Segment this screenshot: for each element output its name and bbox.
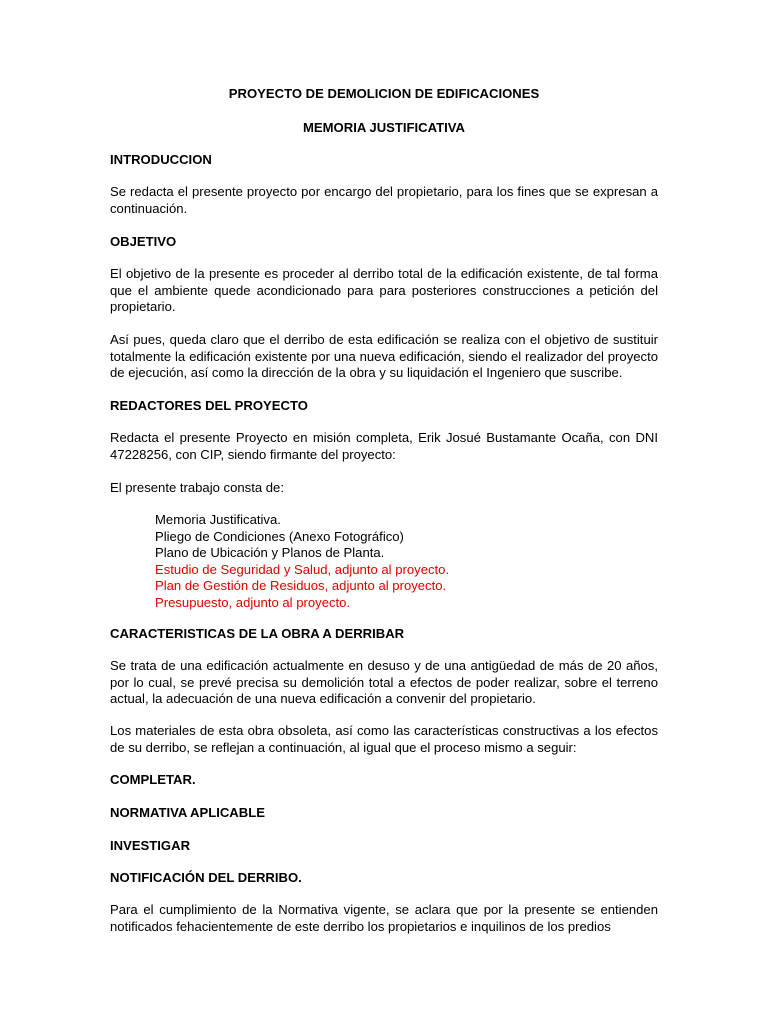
- section-heading-normativa: NORMATIVA APLICABLE: [110, 805, 265, 820]
- section-heading-caracteristicas: CARACTERISTICAS DE LA OBRA A DERRIBAR: [110, 626, 405, 641]
- list-item: Plano de Ubicación y Planos de Planta.: [155, 545, 385, 561]
- document-title: PROYECTO DE DEMOLICION DE EDIFICACIONES: [228, 86, 540, 101]
- paragraph-introduccion: Se redacta el presente proyecto por encargo del propietario, para los fines que se expresan a continuación.: [110, 184, 658, 216]
- section-heading-introduccion: INTRODUCCION: [110, 152, 212, 167]
- list-item: Plan de Gestión de Residuos, adjunto al proyecto.: [155, 578, 447, 594]
- document-subtitle: MEMORIA JUSTIFICATIVA: [303, 120, 465, 135]
- paragraph-caracteristicas-2: Los materiales de esta obra obsoleta, así como las características constructivas a los efectos de su derribo, se reflejan a continuación, al igual que el proceso mismo a seguir:: [110, 723, 658, 755]
- document-contents-list: [155, 512, 658, 612]
- marker-investigar: INVESTIGAR: [110, 838, 191, 853]
- paragraph-objetivo-2: Así pues, queda claro que el derribo de esta edificación se realiza con el objetivo de sustituir totalmente la edificación existente por una nueva edificación, siendo el realizador del proyecto de ejecución, así como la dirección de la obra y su liquidación el Ingeniero que suscribe.: [110, 332, 658, 381]
- list-item: Presupuesto, adjunto al proyecto.: [155, 594, 351, 610]
- paragraph-objetivo-1: El objetivo de la presente es proceder al derribo total de la edificación existente, de tal forma que el ambiente quede acondicionado para para posteriores construcciones a petición del propietario.: [110, 266, 658, 315]
- paragraph-notificacion: Para el cumplimiento de la Normativa vigente, se aclara que por la presente se entienden notificados fehacientemente de este derribo los propietarios e inquilinos de los predios: [110, 902, 658, 934]
- paragraph-caracteristicas-1: Se trata de una edificación actualmente en desuso y de una antigüedad de más de 20 años, por lo cual, se prevé precisa su demolición total a efectos de poder realizar, sobre el terreno actual, la adecuación de una nueva edificación a convenir del propietario.: [110, 658, 658, 707]
- section-heading-redactores: REDACTORES DEL PROYECTO: [110, 398, 308, 413]
- list-item: Memoria Justificativa.: [155, 512, 281, 527]
- section-heading-objetivo: OBJETIVO: [110, 234, 177, 249]
- list-item: Pliego de Condiciones (Anexo Fotográfico): [155, 528, 404, 544]
- paragraph-consta: El presente trabajo consta de:: [110, 480, 284, 495]
- paragraph-redactores: Redacta el presente Proyecto en misión completa, Erik Josué Bustamante Ocaña, con DNI 47228256, con CIP, siendo firmante del proyecto:: [110, 430, 658, 462]
- section-heading-notificacion: NOTIFICACIÓN DEL DERRIBO.: [110, 870, 302, 885]
- marker-completar: COMPLETAR.: [110, 772, 196, 787]
- list-item: Estudio de Seguridad y Salud, adjunto al proyecto.: [155, 561, 450, 577]
